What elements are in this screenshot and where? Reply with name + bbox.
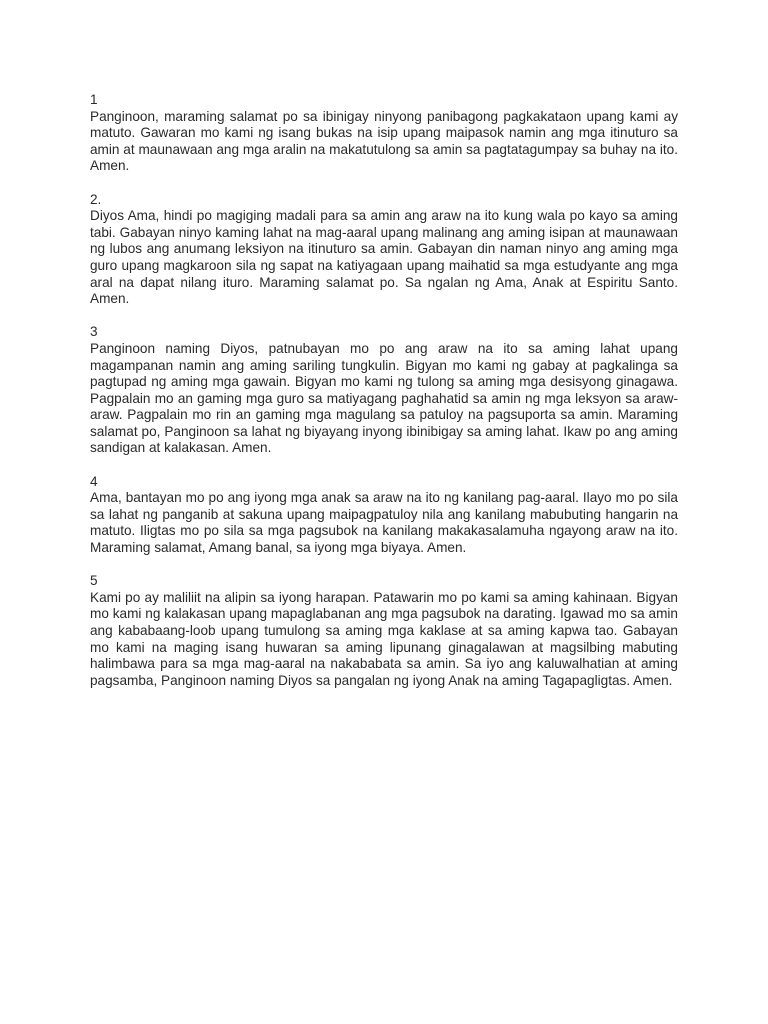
prayer-number: 1 bbox=[90, 92, 98, 107]
prayer-3 bbox=[90, 324, 678, 457]
prayer-number: 3 bbox=[90, 324, 98, 340]
prayer-1 bbox=[90, 92, 678, 175]
prayer-number: 5 bbox=[90, 573, 98, 589]
prayer-text: Kami po ay maliliit na alipin sa iyong harapan. Patawarin mo po kami sa aming kahinaan. Bigyan mo kami ng kalakasan upang mapaglabanan ang mga pagsubok na darating. Igawad mo sa amin ang kababaang-loob upang tumulong sa aming mga kaklase at sa aming kapwa tao. Gabayan mo kami na maging isang huwaran sa aming lipunang ginagalawan at magsilbing mabuting halimbawa para sa mga mag-aaral na nakababata sa amin. Sa iyo ang kaluwalhatian at aming pagsamba, Panginoon naming Diyos sa pangalan ng iyong Anak na aming Tagapagligtas. Amen. bbox=[90, 589, 678, 688]
prayer-text: Panginoon naming Diyos, patnubayan mo po ang araw na ito sa aming lahat upang magampanan namin ang aming sariling tungkulin. Bigyan mo kami ng gabay at pagkalinga sa pagtupad ng aming mga gawain. Bigyan mo kami ng tulong sa aming mga desisyong ginagawa. Pagpalain mo an gaming mga guro sa matiyagang paghahatid sa amin ng mga leksyon sa araw-araw. Pagpalain mo rin an gaming mga magulang sa patuloy na pagsuporta sa amin. Maraming salamat po, Panginoon sa lahat ng biyayang inyong ibinibigay sa aming lahat. Ikaw po ang aming sandigan at kalakasan. Amen. bbox=[90, 340, 678, 456]
prayer-4 bbox=[90, 474, 678, 557]
prayer-number: 4 bbox=[90, 473, 98, 489]
prayer-text: Panginoon, maraming salamat po sa ibinigay ninyong panibagong pagkakataon upang kami ay matuto. Gawaran mo kami ng isang bukas na isip upang maipasok namin ang mga itinuturo sa amin at maunawaan ang mga aralin na makatutulong sa amin sa pagtatagumpay sa buhay na ito. Amen. bbox=[90, 108, 678, 174]
prayer-number: 2. bbox=[90, 191, 102, 207]
prayer-5 bbox=[90, 573, 678, 689]
document-body bbox=[90, 92, 678, 706]
prayer-2 bbox=[90, 192, 678, 308]
prayer-text: Diyos Ama, hindi po magiging madali para sa amin ang araw na ito kung wala po kayo sa aming tabi. Gabayan ninyo kaming lahat na mag-aaral upang malinang ang aming isipan at maunawaan ng lubos ang anumang leksiyon na itinuturo sa amin. Gabayan din naman ninyo ang aming mga guro upang magkaroon sila ng sapat na katiyagaan upang maihatid sa mga estudyante ang mga aral na dapat nilang ituro. Maraming salamat po. Sa ngalan ng Ama, Anak at Espiritu Santo. Amen. bbox=[90, 208, 678, 307]
prayer-text: Ama, bantayan mo po ang iyong mga anak sa araw na ito ng kanilang pag-aaral. Ilayo mo po sila sa lahat ng panganib at sakuna upang maipagpatuloy nila ang kanilang mabubuting hangarin na matuto. Iligtas mo po sila sa mga pagsubok na kanilang makakasalamuha ngayong araw na ito. Maraming salamat, Amang banal, sa iyong mga biyaya. Amen. bbox=[90, 490, 678, 556]
